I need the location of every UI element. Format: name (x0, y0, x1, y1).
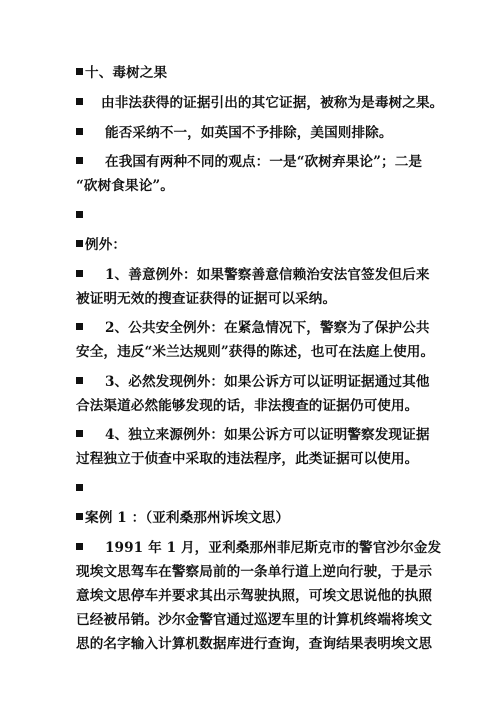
paragraph-text: 已经被吊销。沙尔金警官通过巡逻车里的计算机终端将埃文 (76, 612, 433, 628)
paragraph-line (76, 266, 430, 284)
paragraph-text: 3、必然发现例外：如果公诉方可以证明证据通过其他 (105, 374, 430, 390)
paragraph-text: 由非法获得的证据引出的其它证据，被称为是毒树之果。 (101, 95, 444, 111)
bullet-icon (76, 211, 83, 218)
bullet-icon (76, 270, 83, 277)
paragraph-line (76, 587, 432, 605)
paragraph-line (76, 635, 432, 653)
bullet-icon (76, 377, 83, 384)
paragraph-line (76, 343, 434, 361)
paragraph-line (76, 397, 418, 415)
paragraph-line (76, 319, 430, 337)
paragraph-line (76, 426, 430, 444)
paragraph-line (76, 450, 418, 468)
paragraph-line (76, 177, 174, 195)
bullet-icon (76, 543, 83, 550)
bullet-icon (76, 157, 83, 164)
paragraph-line (76, 94, 443, 112)
paragraph-text: 1991 年 1 月，亚利桑那州菲尼斯克市的警官沙尔金发 (105, 540, 442, 556)
paragraph-text: 意埃文思停车并要求其出示驾驶执照，可埃文思说他的执照 (76, 588, 433, 604)
paragraph-line (76, 611, 432, 629)
bullet-icon (76, 323, 83, 330)
paragraph-text: 思的名字输入计算机数据库进行查询，查询结果表明埃文思 (76, 636, 433, 652)
section-heading-line (76, 236, 126, 254)
section-heading-line (76, 509, 289, 527)
section-heading-line (76, 64, 167, 82)
section-heading-case1: 案例 1 ：（亚利桑那州诉埃文思） (85, 510, 290, 526)
paragraph-line (76, 373, 430, 391)
paragraph-line (76, 153, 422, 171)
paragraph-text: 被证明无效的搜查证获得的证据可以采纳。 (76, 291, 337, 307)
bullet-icon (76, 128, 83, 135)
paragraph-text: 安全，违反“米兰达规则”获得的陈述，也可在法庭上使用。 (76, 344, 435, 360)
paragraph-text: 过程独立于侦查中采取的违法程序，此类证据可以使用。 (76, 451, 419, 467)
bullet-icon (76, 430, 83, 437)
paragraph-text: “砍树食果论”。 (76, 178, 175, 194)
paragraph-text: 合法渠道必然能够发现的话，非法搜查的证据仍可使用。 (76, 398, 419, 414)
paragraph-line (76, 539, 441, 557)
paragraph-text: 在我国有两种不同的观点：一是“砍树弃果论”；二是 (105, 154, 423, 170)
empty-bullet-line (76, 207, 85, 225)
paragraph-text: 现埃文思驾车在警察局前的一条单行道上逆向行驶，于是示 (76, 564, 433, 580)
bullet-icon (76, 513, 83, 520)
paragraph-text: 4、独立来源例外：如果公诉方可以证明警察发现证据 (105, 427, 430, 443)
paragraph-line (76, 563, 432, 581)
paragraph-text: 能否采纳不一，如英国不予排除，美国则排除。 (105, 125, 393, 141)
bullet-icon (76, 484, 83, 491)
bullet-icon (76, 98, 83, 105)
paragraph-text: 1、善意例外：如果警察善意信赖治安法官签发但后来 (105, 267, 430, 283)
paragraph-text: 2、公共安全例外：在紧急情况下，警察为了保护公共 (105, 320, 430, 336)
section-heading-exceptions: 例外： (85, 237, 127, 253)
paragraph-line (76, 290, 336, 308)
paragraph-line (76, 124, 393, 142)
bullet-icon (76, 68, 83, 75)
bullet-icon (76, 240, 83, 247)
empty-bullet-line (76, 480, 85, 498)
section-heading-poison-fruit: 十、毒树之果 (85, 65, 168, 81)
